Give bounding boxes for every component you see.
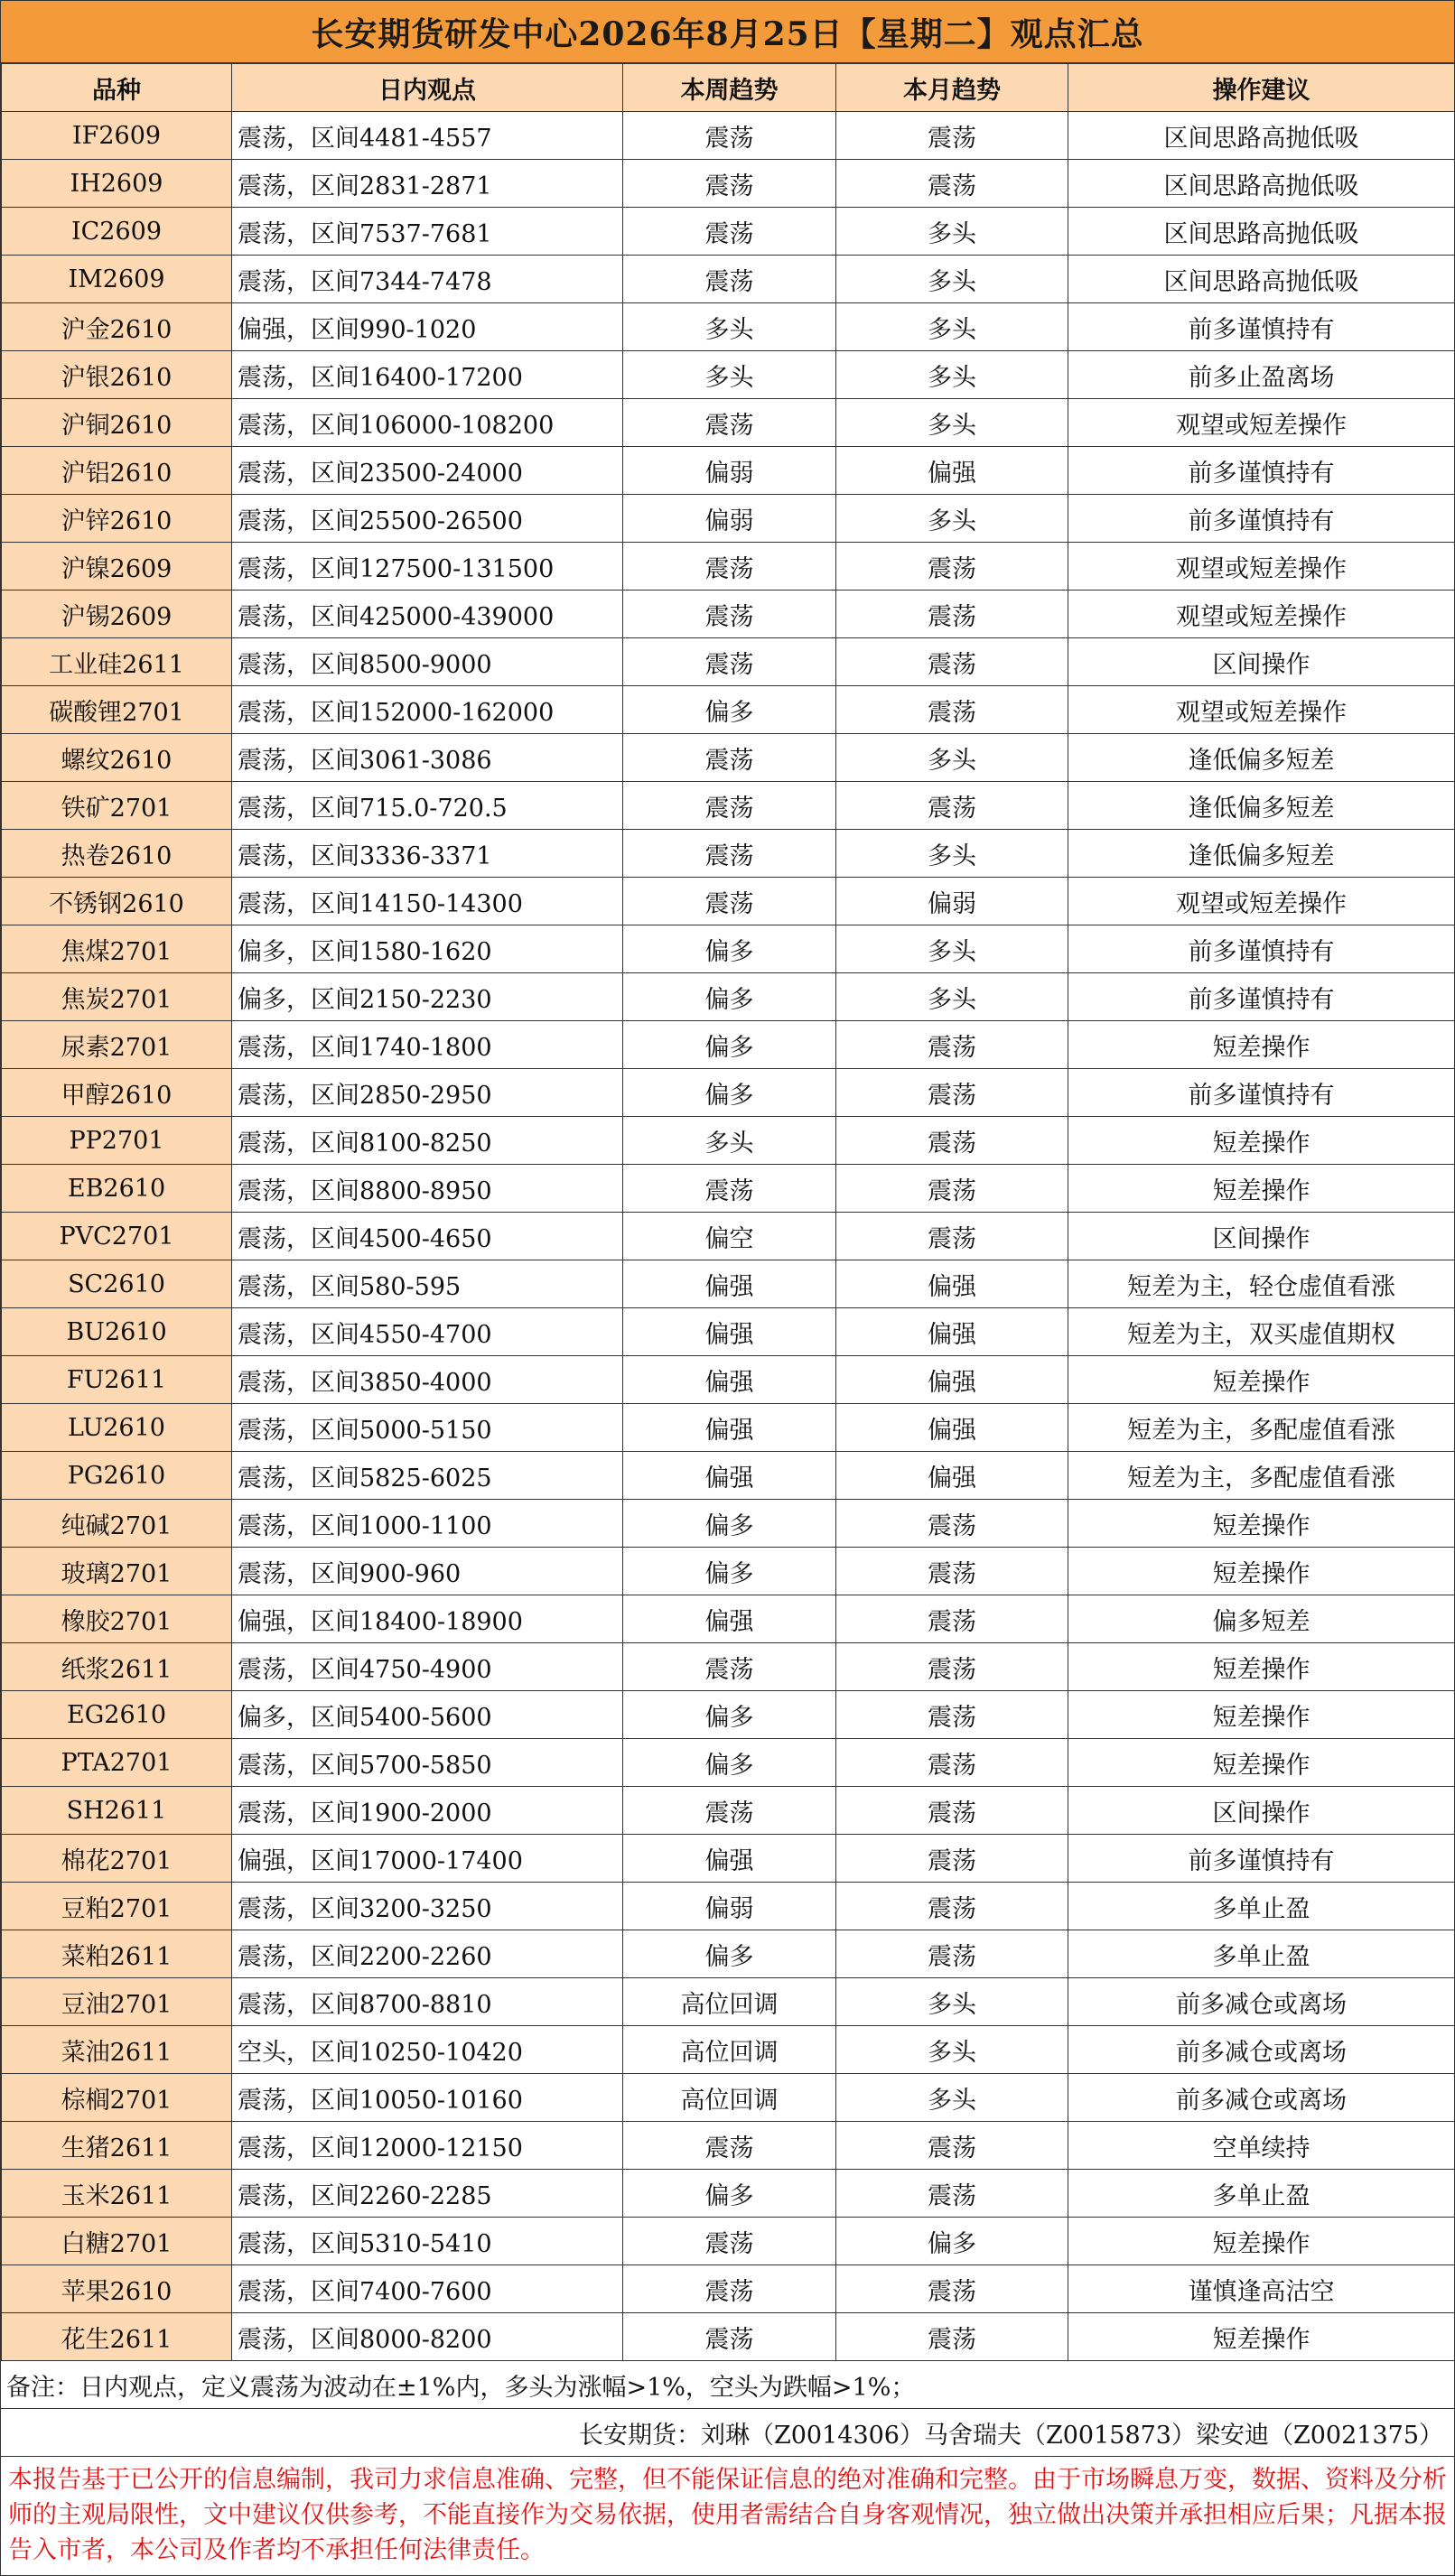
cell-weekly-trend: 震荡: [623, 591, 836, 638]
cell-weekly-trend: 偏多: [623, 1021, 836, 1069]
cell-weekly-trend: 震荡: [623, 1787, 836, 1835]
cell-monthly-trend: 多头: [836, 256, 1068, 303]
cell-suggestion: 前多谨慎持有: [1068, 925, 1455, 973]
cell-intraday-view: 震荡，区间23500-24000: [232, 447, 623, 495]
table-row: [2, 2265, 1455, 2313]
cell-monthly-trend: 多头: [836, 925, 1068, 973]
cell-weekly-trend: 多头: [623, 303, 836, 351]
cell-suggestion: 区间思路高抛低吸: [1068, 112, 1455, 160]
cell-variety: 沪银2610: [2, 351, 232, 399]
cell-suggestion: 前多谨慎持有: [1068, 973, 1455, 1021]
table-row: [2, 208, 1455, 256]
table-row: [2, 2122, 1455, 2170]
cell-suggestion: 短差为主，多配虚值看涨: [1068, 1404, 1455, 1452]
cell-variety: PG2610: [2, 1452, 232, 1500]
cell-intraday-view: 偏强，区间17000-17400: [232, 1835, 623, 1883]
cell-intraday-view: 震荡，区间715.0-720.5: [232, 782, 623, 830]
cell-weekly-trend: 偏多: [623, 1069, 836, 1117]
cell-suggestion: 区间操作: [1068, 638, 1455, 686]
cell-monthly-trend: 震荡: [836, 1835, 1068, 1883]
cell-intraday-view: 震荡，区间5825-6025: [232, 1452, 623, 1500]
cell-monthly-trend: 震荡: [836, 1548, 1068, 1595]
cell-suggestion: 短差操作: [1068, 2218, 1455, 2265]
cell-weekly-trend: 震荡: [623, 878, 836, 925]
cell-monthly-trend: 震荡: [836, 112, 1068, 160]
cell-intraday-view: 震荡，区间425000-439000: [232, 591, 623, 638]
cell-intraday-view: 震荡，区间8000-8200: [232, 2313, 623, 2361]
cell-monthly-trend: 偏强: [836, 1452, 1068, 1500]
cell-weekly-trend: 震荡: [623, 782, 836, 830]
cell-intraday-view: 震荡，区间1740-1800: [232, 1021, 623, 1069]
cell-monthly-trend: 震荡: [836, 591, 1068, 638]
cell-variety: 沪铜2610: [2, 399, 232, 447]
cell-monthly-trend: 震荡: [836, 1643, 1068, 1691]
cell-intraday-view: 震荡，区间12000-12150: [232, 2122, 623, 2170]
cell-suggestion: 区间思路高抛低吸: [1068, 160, 1455, 208]
table-row: [2, 2218, 1455, 2265]
cell-intraday-view: 震荡，区间106000-108200: [232, 399, 623, 447]
cell-intraday-view: 震荡，区间4550-4700: [232, 1308, 623, 1356]
cell-weekly-trend: 偏多: [623, 2170, 836, 2218]
cell-intraday-view: 震荡，区间3061-3086: [232, 734, 623, 782]
cell-intraday-view: 震荡，区间2831-2871: [232, 160, 623, 208]
cell-monthly-trend: 震荡: [836, 2313, 1068, 2361]
cell-suggestion: 谨慎逢高沽空: [1068, 2265, 1455, 2313]
table-row: [2, 1739, 1455, 1787]
cell-suggestion: 偏多短差: [1068, 1595, 1455, 1643]
cell-monthly-trend: 偏强: [836, 1356, 1068, 1404]
cell-weekly-trend: 偏弱: [623, 447, 836, 495]
cell-suggestion: 前多谨慎持有: [1068, 303, 1455, 351]
table-row: [2, 1117, 1455, 1165]
cell-variety: PVC2701: [2, 1213, 232, 1260]
table-row: [2, 2074, 1455, 2122]
header-variety: 品种: [2, 64, 232, 112]
disclaimer: 本报告基于已公开的信息编制，我司力求信息准确、完整，但不能保证信息的绝对准确和完整。由于市场瞬息万变，数据、资料及分析师的主观局限性，文中建议仅供参考，不能直接作为交易依据，使用者需结合自身客观情况，独立做出决策并承担相应后果；凡据本报告入市者，本公司及作者均不承担任何法律责任。: [1, 2457, 1454, 2576]
cell-monthly-trend: 震荡: [836, 543, 1068, 591]
table-row: [2, 1165, 1455, 1213]
cell-monthly-trend: 震荡: [836, 1787, 1068, 1835]
cell-variety: FU2611: [2, 1356, 232, 1404]
cell-monthly-trend: 多头: [836, 2074, 1068, 2122]
cell-suggestion: 观望或短差操作: [1068, 591, 1455, 638]
cell-variety: 苹果2610: [2, 2265, 232, 2313]
table-row: [2, 1643, 1455, 1691]
table-row: [2, 1883, 1455, 1930]
cell-intraday-view: 震荡，区间7400-7600: [232, 2265, 623, 2313]
table-body: [2, 112, 1455, 2361]
table-row: [2, 1978, 1455, 2026]
table-row: [2, 1595, 1455, 1643]
cell-weekly-trend: 偏弱: [623, 495, 836, 543]
cell-variety: IC2609: [2, 208, 232, 256]
cell-variety: IM2609: [2, 256, 232, 303]
table-row: [2, 638, 1455, 686]
cell-weekly-trend: 偏多: [623, 1739, 836, 1787]
cell-suggestion: 短差操作: [1068, 1548, 1455, 1595]
table-row: [2, 1835, 1455, 1883]
cell-monthly-trend: 偏强: [836, 1404, 1068, 1452]
cell-monthly-trend: 震荡: [836, 1500, 1068, 1548]
cell-suggestion: 短差操作: [1068, 1643, 1455, 1691]
cell-intraday-view: 震荡，区间4750-4900: [232, 1643, 623, 1691]
cell-intraday-view: 震荡，区间8500-9000: [232, 638, 623, 686]
cell-suggestion: 区间操作: [1068, 1787, 1455, 1835]
cell-suggestion: 多单止盈: [1068, 2170, 1455, 2218]
table-row: [2, 1213, 1455, 1260]
table-row: [2, 1787, 1455, 1835]
cell-suggestion: 短差操作: [1068, 1739, 1455, 1787]
table-row: [2, 2313, 1455, 2361]
cell-suggestion: 前多减仓或离场: [1068, 2026, 1455, 2074]
table-row: [2, 973, 1455, 1021]
table-row: [2, 878, 1455, 925]
cell-weekly-trend: 震荡: [623, 2218, 836, 2265]
cell-monthly-trend: 多头: [836, 734, 1068, 782]
cell-intraday-view: 震荡，区间2200-2260: [232, 1930, 623, 1978]
cell-weekly-trend: 震荡: [623, 256, 836, 303]
cell-suggestion: 观望或短差操作: [1068, 686, 1455, 734]
table-row: [2, 686, 1455, 734]
cell-variety: SC2610: [2, 1260, 232, 1308]
cell-suggestion: 区间思路高抛低吸: [1068, 208, 1455, 256]
cell-variety: 沪铝2610: [2, 447, 232, 495]
cell-monthly-trend: 震荡: [836, 1739, 1068, 1787]
table-row: [2, 447, 1455, 495]
cell-variety: 碳酸锂2701: [2, 686, 232, 734]
table-row: [2, 351, 1455, 399]
cell-monthly-trend: 偏强: [836, 447, 1068, 495]
cell-variety: 沪镍2609: [2, 543, 232, 591]
cell-weekly-trend: 偏多: [623, 925, 836, 973]
cell-monthly-trend: 震荡: [836, 686, 1068, 734]
cell-monthly-trend: 震荡: [836, 1691, 1068, 1739]
cell-suggestion: 短差操作: [1068, 1356, 1455, 1404]
table-row: [2, 1404, 1455, 1452]
cell-monthly-trend: 震荡: [836, 2265, 1068, 2313]
cell-suggestion: 前多谨慎持有: [1068, 495, 1455, 543]
cell-intraday-view: 震荡，区间127500-131500: [232, 543, 623, 591]
cell-monthly-trend: 偏弱: [836, 878, 1068, 925]
cell-intraday-view: 震荡，区间8100-8250: [232, 1117, 623, 1165]
cell-suggestion: 前多止盈离场: [1068, 351, 1455, 399]
header-intraday-view: 日内观点: [232, 64, 623, 112]
table-row: [2, 1021, 1455, 1069]
cell-variety: PTA2701: [2, 1739, 232, 1787]
cell-weekly-trend: 偏空: [623, 1213, 836, 1260]
cell-variety: EG2610: [2, 1691, 232, 1739]
cell-weekly-trend: 震荡: [623, 2265, 836, 2313]
cell-intraday-view: 震荡，区间7344-7478: [232, 256, 623, 303]
cell-suggestion: 短差为主，多配虚值看涨: [1068, 1452, 1455, 1500]
cell-variety: IH2609: [2, 160, 232, 208]
authors-line: 长安期货：刘琳（Z0014306）马舍瑞夫（Z0015873）梁安迪（Z0021375）: [1, 2409, 1454, 2457]
cell-variety: 玻璃2701: [2, 1548, 232, 1595]
cell-weekly-trend: 多头: [623, 351, 836, 399]
cell-suggestion: 前多谨慎持有: [1068, 1835, 1455, 1883]
cell-monthly-trend: 震荡: [836, 1165, 1068, 1213]
cell-variety: 铁矿2701: [2, 782, 232, 830]
table-row: [2, 1069, 1455, 1117]
cell-monthly-trend: 震荡: [836, 1117, 1068, 1165]
cell-intraday-view: 震荡，区间2260-2285: [232, 2170, 623, 2218]
cell-weekly-trend: 震荡: [623, 208, 836, 256]
cell-weekly-trend: 高位回调: [623, 1978, 836, 2026]
cell-intraday-view: 震荡，区间25500-26500: [232, 495, 623, 543]
cell-monthly-trend: 多头: [836, 351, 1068, 399]
cell-suggestion: 短差为主，双买虚值期权: [1068, 1308, 1455, 1356]
table-row: [2, 303, 1455, 351]
table-row: [2, 591, 1455, 638]
cell-monthly-trend: 震荡: [836, 782, 1068, 830]
cell-intraday-view: 震荡，区间4500-4650: [232, 1213, 623, 1260]
cell-weekly-trend: 震荡: [623, 112, 836, 160]
cell-weekly-trend: 偏多: [623, 1930, 836, 1978]
cell-weekly-trend: 震荡: [623, 160, 836, 208]
cell-variety: 棕榈2701: [2, 2074, 232, 2122]
cell-variety: 不锈钢2610: [2, 878, 232, 925]
header-weekly-trend: 本周趋势: [623, 64, 836, 112]
cell-monthly-trend: 震荡: [836, 160, 1068, 208]
cell-intraday-view: 震荡，区间8700-8810: [232, 1978, 623, 2026]
cell-monthly-trend: 震荡: [836, 2170, 1068, 2218]
cell-variety: 甲醇2610: [2, 1069, 232, 1117]
cell-suggestion: 短差操作: [1068, 1165, 1455, 1213]
cell-intraday-view: 震荡，区间4481-4557: [232, 112, 623, 160]
cell-intraday-view: 偏强，区间18400-18900: [232, 1595, 623, 1643]
table-row: [2, 1500, 1455, 1548]
cell-intraday-view: 震荡，区间14150-14300: [232, 878, 623, 925]
cell-intraday-view: 震荡，区间10050-10160: [232, 2074, 623, 2122]
cell-variety: 纸浆2611: [2, 1643, 232, 1691]
cell-intraday-view: 震荡，区间1900-2000: [232, 1787, 623, 1835]
cell-variety: 玉米2611: [2, 2170, 232, 2218]
cell-intraday-view: 震荡，区间5700-5850: [232, 1739, 623, 1787]
cell-suggestion: 空单续持: [1068, 2122, 1455, 2170]
cell-variety: 花生2611: [2, 2313, 232, 2361]
cell-weekly-trend: 偏强: [623, 1452, 836, 1500]
cell-monthly-trend: 偏多: [836, 2218, 1068, 2265]
cell-suggestion: 逢低偏多短差: [1068, 830, 1455, 878]
cell-monthly-trend: 震荡: [836, 1021, 1068, 1069]
cell-variety: SH2611: [2, 1787, 232, 1835]
header-suggestion: 操作建议: [1068, 64, 1455, 112]
cell-monthly-trend: 多头: [836, 830, 1068, 878]
cell-monthly-trend: 多头: [836, 303, 1068, 351]
cell-weekly-trend: 偏强: [623, 1308, 836, 1356]
cell-variety: 菜粕2611: [2, 1930, 232, 1978]
cell-weekly-trend: 震荡: [623, 399, 836, 447]
cell-intraday-view: 空头，区间10250-10420: [232, 2026, 623, 2074]
cell-suggestion: 观望或短差操作: [1068, 399, 1455, 447]
header-monthly-trend: 本月趋势: [836, 64, 1068, 112]
cell-suggestion: 短差操作: [1068, 1021, 1455, 1069]
table-row: [2, 2026, 1455, 2074]
cell-intraday-view: 偏多，区间1580-1620: [232, 925, 623, 973]
cell-variety: 沪金2610: [2, 303, 232, 351]
cell-intraday-view: 震荡，区间1000-1100: [232, 1500, 623, 1548]
cell-monthly-trend: 震荡: [836, 1883, 1068, 1930]
table-row: [2, 1691, 1455, 1739]
cell-variety: 橡胶2701: [2, 1595, 232, 1643]
cell-suggestion: 前多减仓或离场: [1068, 1978, 1455, 2026]
cell-intraday-view: 震荡，区间900-960: [232, 1548, 623, 1595]
cell-monthly-trend: 多头: [836, 2026, 1068, 2074]
cell-suggestion: 观望或短差操作: [1068, 878, 1455, 925]
cell-suggestion: 短差操作: [1068, 2313, 1455, 2361]
cell-variety: LU2610: [2, 1404, 232, 1452]
cell-suggestion: 短差操作: [1068, 1117, 1455, 1165]
cell-weekly-trend: 震荡: [623, 830, 836, 878]
cell-monthly-trend: 震荡: [836, 1069, 1068, 1117]
cell-weekly-trend: 偏弱: [623, 1883, 836, 1930]
cell-weekly-trend: 震荡: [623, 1643, 836, 1691]
cell-suggestion: 逢低偏多短差: [1068, 734, 1455, 782]
cell-variety: EB2610: [2, 1165, 232, 1213]
cell-weekly-trend: 偏强: [623, 1356, 836, 1404]
cell-monthly-trend: 多头: [836, 1978, 1068, 2026]
cell-weekly-trend: 震荡: [623, 638, 836, 686]
table-row: [2, 399, 1455, 447]
table-row: [2, 782, 1455, 830]
cell-intraday-view: 震荡，区间580-595: [232, 1260, 623, 1308]
cell-monthly-trend: 震荡: [836, 1595, 1068, 1643]
cell-monthly-trend: 偏强: [836, 1260, 1068, 1308]
cell-weekly-trend: 高位回调: [623, 2026, 836, 2074]
table-row: [2, 830, 1455, 878]
cell-intraday-view: 偏强，区间990-1020: [232, 303, 623, 351]
cell-intraday-view: 震荡，区间3336-3371: [232, 830, 623, 878]
cell-variety: 热卷2610: [2, 830, 232, 878]
cell-weekly-trend: 偏强: [623, 1835, 836, 1883]
cell-monthly-trend: 多头: [836, 208, 1068, 256]
cell-variety: 焦煤2701: [2, 925, 232, 973]
cell-weekly-trend: 震荡: [623, 2313, 836, 2361]
cell-monthly-trend: 震荡: [836, 2122, 1068, 2170]
footnote: 备注：日内观点，定义震荡为波动在±1%内，多头为涨幅>1%，空头为跌幅>1%；: [1, 2361, 1454, 2409]
cell-variety: PP2701: [2, 1117, 232, 1165]
cell-intraday-view: 震荡，区间16400-17200: [232, 351, 623, 399]
cell-suggestion: 观望或短差操作: [1068, 543, 1455, 591]
cell-suggestion: 多单止盈: [1068, 1883, 1455, 1930]
cell-variety: 焦炭2701: [2, 973, 232, 1021]
table-row: [2, 734, 1455, 782]
cell-variety: 沪锌2610: [2, 495, 232, 543]
cell-weekly-trend: 震荡: [623, 734, 836, 782]
table-row: [2, 1356, 1455, 1404]
table-row: [2, 543, 1455, 591]
cell-weekly-trend: 震荡: [623, 543, 836, 591]
cell-variety: 工业硅2611: [2, 638, 232, 686]
table-row: [2, 495, 1455, 543]
cell-monthly-trend: 偏强: [836, 1308, 1068, 1356]
table-header-row: [2, 64, 1455, 112]
cell-intraday-view: 偏多，区间5400-5600: [232, 1691, 623, 1739]
cell-suggestion: 前多谨慎持有: [1068, 1069, 1455, 1117]
cell-intraday-view: 震荡，区间5000-5150: [232, 1404, 623, 1452]
cell-variety: 尿素2701: [2, 1021, 232, 1069]
cell-monthly-trend: 多头: [836, 495, 1068, 543]
cell-weekly-trend: 偏强: [623, 1404, 836, 1452]
table-row: [2, 1930, 1455, 1978]
cell-variety: 生猪2611: [2, 2122, 232, 2170]
cell-monthly-trend: 震荡: [836, 638, 1068, 686]
cell-intraday-view: 偏多，区间2150-2230: [232, 973, 623, 1021]
cell-weekly-trend: 偏多: [623, 973, 836, 1021]
cell-monthly-trend: 多头: [836, 973, 1068, 1021]
table-row: [2, 925, 1455, 973]
cell-variety: 豆油2701: [2, 1978, 232, 2026]
cell-variety: 螺纹2610: [2, 734, 232, 782]
table-row: [2, 2170, 1455, 2218]
table-row: [2, 1452, 1455, 1500]
cell-suggestion: 前多减仓或离场: [1068, 2074, 1455, 2122]
table-row: [2, 112, 1455, 160]
cell-variety: BU2610: [2, 1308, 232, 1356]
table-row: [2, 1260, 1455, 1308]
cell-variety: 菜油2611: [2, 2026, 232, 2074]
cell-variety: 沪锡2609: [2, 591, 232, 638]
cell-weekly-trend: 偏强: [623, 1595, 836, 1643]
cell-suggestion: 多单止盈: [1068, 1930, 1455, 1978]
cell-variety: 纯碱2701: [2, 1500, 232, 1548]
views-table: [1, 63, 1455, 2361]
cell-suggestion: 前多谨慎持有: [1068, 447, 1455, 495]
cell-weekly-trend: 高位回调: [623, 2074, 836, 2122]
cell-monthly-trend: 震荡: [836, 1930, 1068, 1978]
cell-intraday-view: 震荡，区间2850-2950: [232, 1069, 623, 1117]
cell-suggestion: 区间操作: [1068, 1213, 1455, 1260]
cell-intraday-view: 震荡，区间3850-4000: [232, 1356, 623, 1404]
cell-weekly-trend: 偏多: [623, 1691, 836, 1739]
cell-variety: 棉花2701: [2, 1835, 232, 1883]
cell-suggestion: 短差操作: [1068, 1500, 1455, 1548]
cell-intraday-view: 震荡，区间7537-7681: [232, 208, 623, 256]
cell-intraday-view: 震荡，区间5310-5410: [232, 2218, 623, 2265]
cell-suggestion: 区间思路高抛低吸: [1068, 256, 1455, 303]
cell-variety: IF2609: [2, 112, 232, 160]
cell-monthly-trend: 多头: [836, 399, 1068, 447]
cell-weekly-trend: 偏多: [623, 686, 836, 734]
cell-weekly-trend: 偏强: [623, 1260, 836, 1308]
cell-weekly-trend: 震荡: [623, 1165, 836, 1213]
cell-intraday-view: 震荡，区间8800-8950: [232, 1165, 623, 1213]
cell-variety: 白糖2701: [2, 2218, 232, 2265]
cell-weekly-trend: 震荡: [623, 2122, 836, 2170]
table-row: [2, 256, 1455, 303]
table-row: [2, 160, 1455, 208]
cell-suggestion: 短差操作: [1068, 1691, 1455, 1739]
table-row: [2, 1548, 1455, 1595]
cell-weekly-trend: 偏多: [623, 1548, 836, 1595]
cell-suggestion: 逢低偏多短差: [1068, 782, 1455, 830]
cell-variety: 豆粕2701: [2, 1883, 232, 1930]
cell-monthly-trend: 震荡: [836, 1213, 1068, 1260]
cell-intraday-view: 震荡，区间3200-3250: [232, 1883, 623, 1930]
table-row: [2, 1308, 1455, 1356]
cell-weekly-trend: 偏多: [623, 1500, 836, 1548]
cell-weekly-trend: 多头: [623, 1117, 836, 1165]
report-title: 长安期货研发中心2026年8月25日【星期二】观点汇总: [1, 0, 1454, 63]
cell-intraday-view: 震荡，区间152000-162000: [232, 686, 623, 734]
cell-suggestion: 短差为主，轻仓虚值看涨: [1068, 1260, 1455, 1308]
